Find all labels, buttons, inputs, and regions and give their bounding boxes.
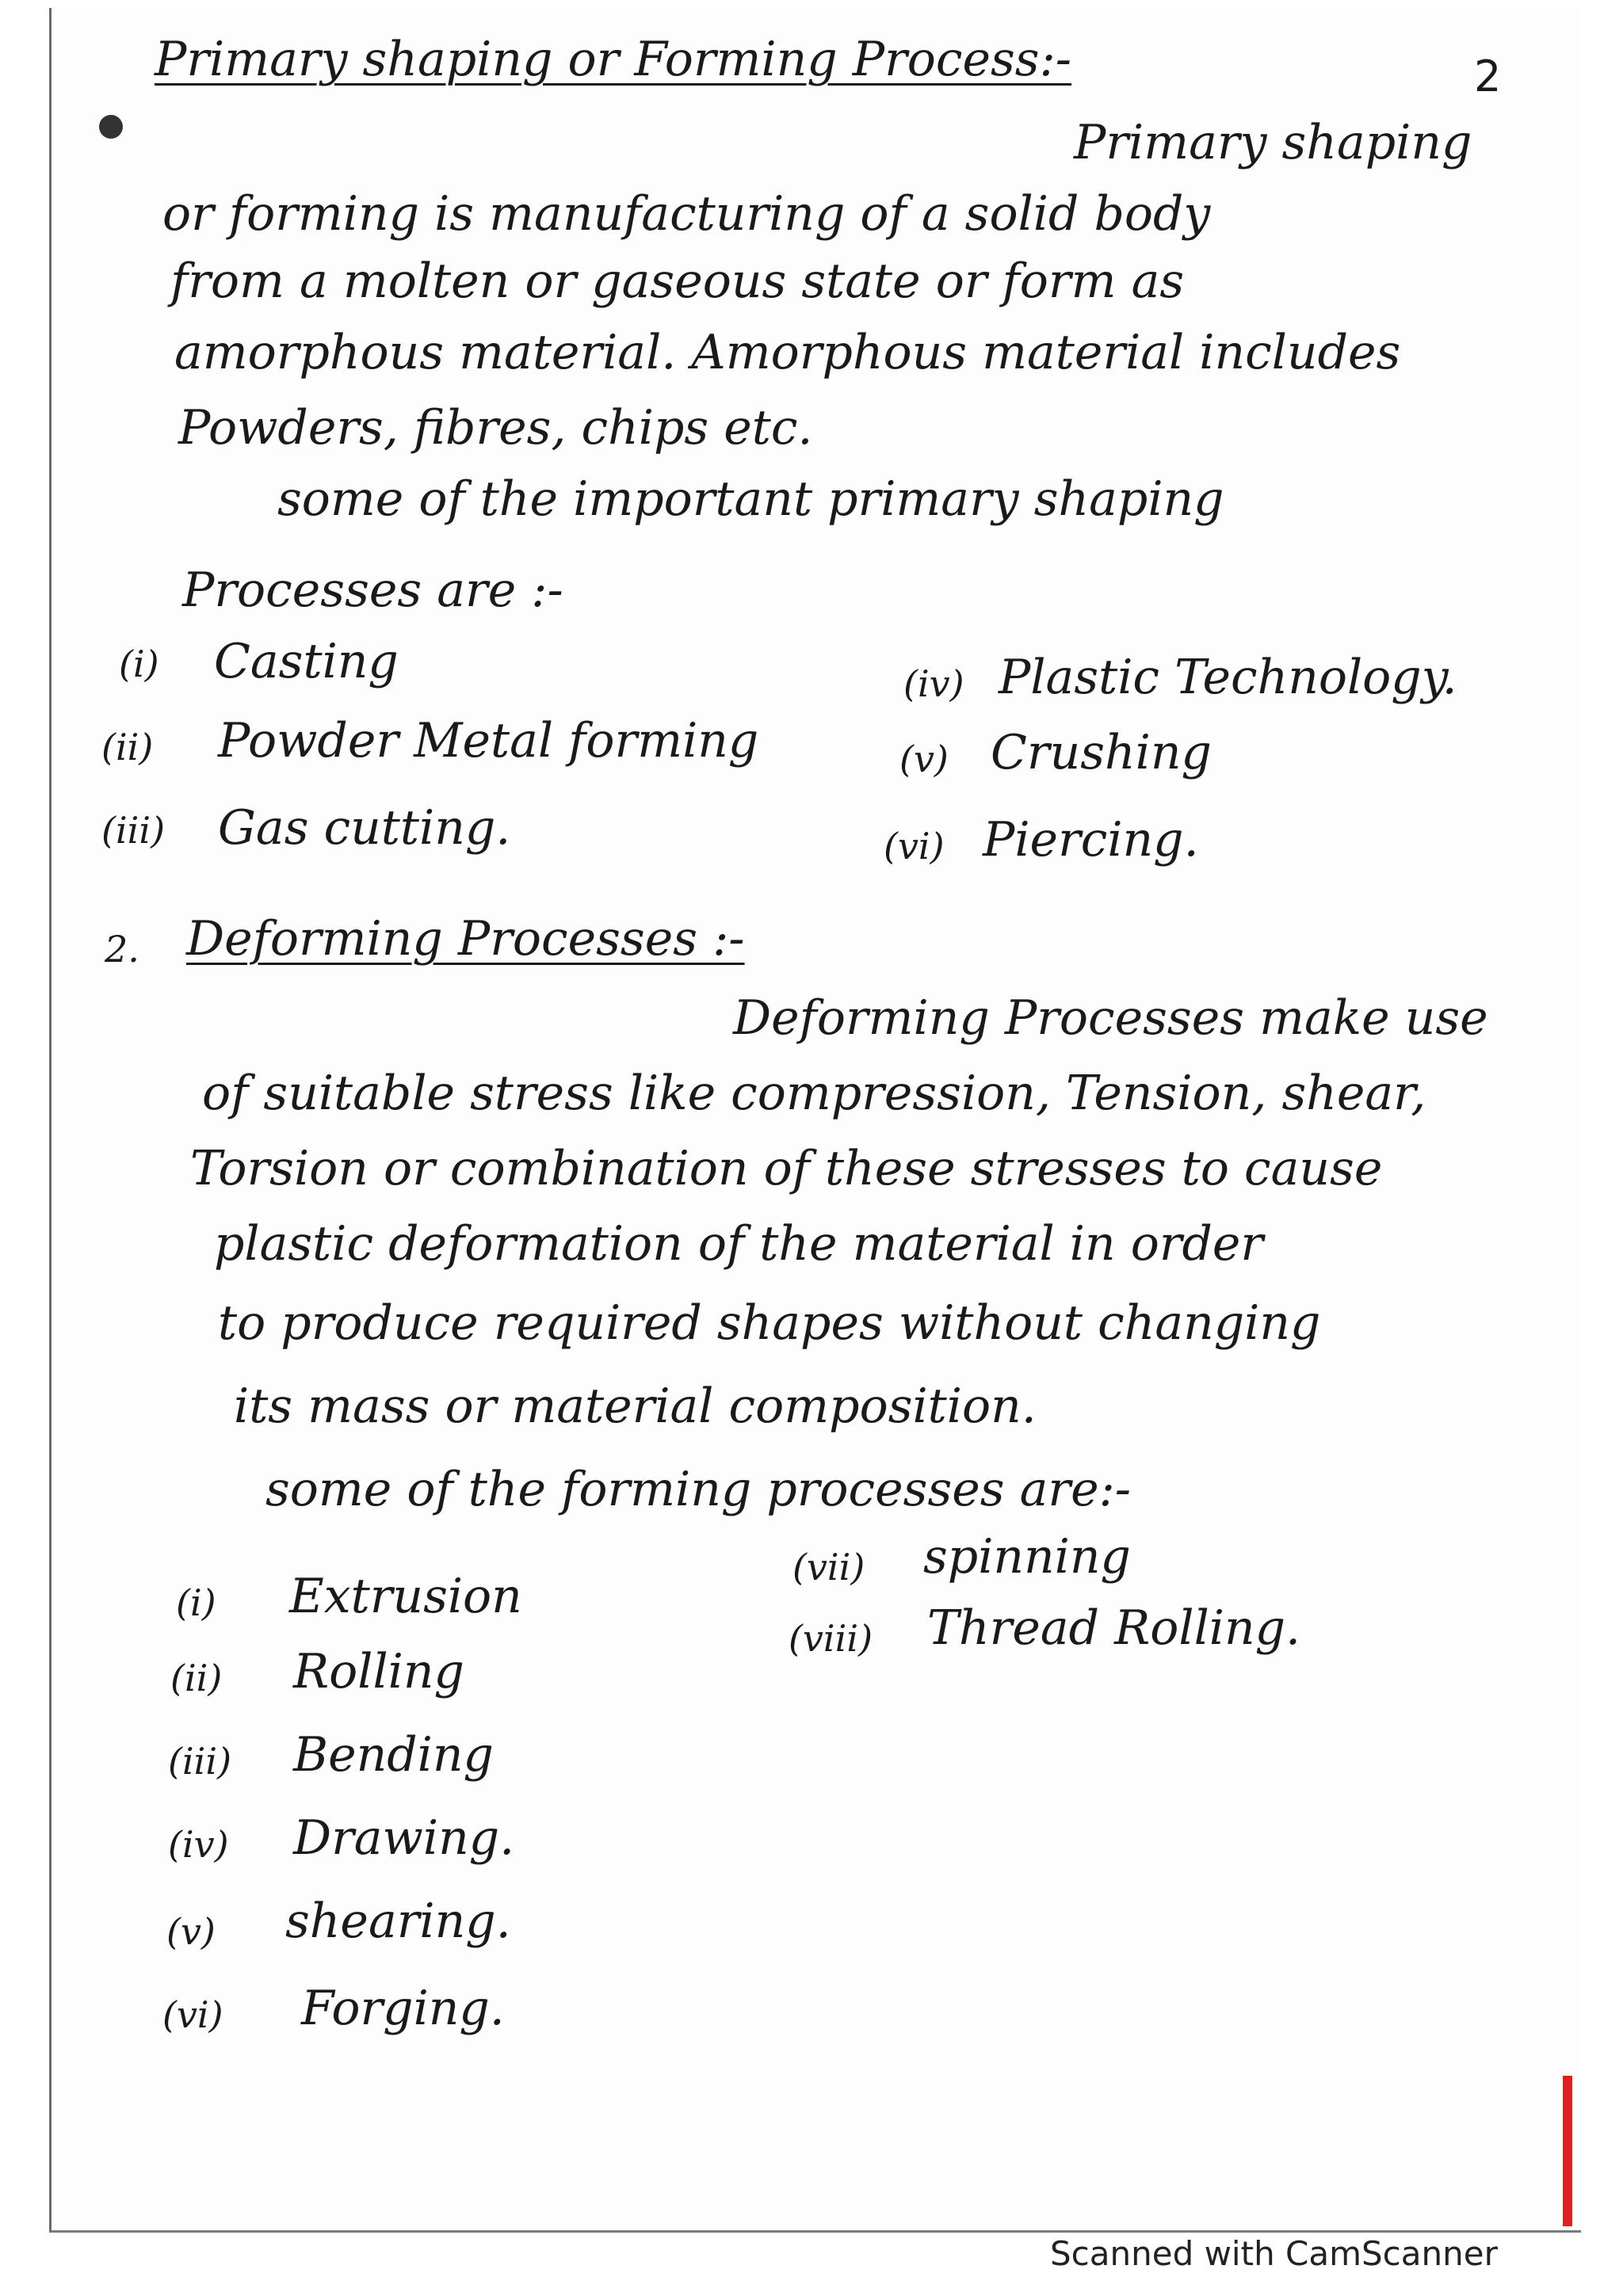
- ink-dot: [99, 115, 123, 139]
- list-number: (iv): [168, 1823, 229, 1866]
- list-number: (viii): [789, 1617, 873, 1660]
- list-item: shearing.: [285, 1894, 511, 1949]
- section2-heading: Deforming Processes :-: [186, 911, 745, 967]
- list-item: Rolling: [293, 1644, 464, 1699]
- list-item: Plastic Technology.: [999, 650, 1457, 705]
- list-item: Thread Rolling.: [927, 1600, 1301, 1656]
- list-number: (v): [166, 1910, 216, 1953]
- list-number: (iii): [101, 809, 166, 852]
- section1-line-7: Processes are :-: [182, 563, 563, 618]
- section2-line-3: Torsion or combination of these stresses to cause: [190, 1141, 1383, 1196]
- list-number: (vii): [792, 1546, 865, 1589]
- list-number: (vi): [884, 825, 945, 868]
- list-item: Gas cutting.: [218, 800, 511, 856]
- list-item: Powder Metal forming: [218, 713, 759, 769]
- list-number: (vi): [162, 1993, 223, 2036]
- section2-line-1: Deforming Processes make use: [733, 990, 1488, 1046]
- section1-line-5: Powders, fibres, chips etc.: [178, 400, 813, 456]
- section1-line-1: Primary shaping: [1074, 115, 1472, 170]
- section2-line-5: to produce required shapes without changing: [218, 1295, 1321, 1351]
- list-number: (i): [176, 1581, 216, 1624]
- list-number: (iv): [903, 662, 964, 705]
- list-number: (iii): [168, 1740, 232, 1783]
- list-item: Piercing.: [983, 812, 1199, 868]
- page-number: 2: [1474, 51, 1502, 101]
- list-item: Crushing: [991, 725, 1212, 780]
- section2-line-2: of suitable stress like compression, Tension, shear,: [202, 1066, 1426, 1121]
- page-edge-red-margin: [1563, 2076, 1572, 2226]
- section2-line-7: some of the forming processes are:-: [265, 1462, 1132, 1517]
- section2-line-6: its mass or material composition.: [234, 1379, 1037, 1434]
- list-item: Bending: [293, 1727, 494, 1783]
- section1-heading: Primary shaping or Forming Process:-: [155, 32, 1072, 87]
- section2-line-4: plastic deformation of the material in order: [214, 1216, 1264, 1272]
- section1-line-2: or forming is manufacturing of a solid body: [162, 186, 1211, 242]
- list-item: Extrusion: [289, 1569, 522, 1624]
- list-item: Forging.: [301, 1981, 505, 2036]
- list-item: spinning: [923, 1529, 1131, 1585]
- list-number: (ii): [170, 1657, 223, 1699]
- scanner-watermark: Scanned with CamScanner: [1050, 2234, 1498, 2273]
- list-number: (v): [899, 738, 949, 780]
- list-item: Casting: [214, 634, 399, 689]
- list-number: (i): [119, 643, 159, 685]
- section1-line-3: from a molten or gaseous state or form as: [170, 254, 1185, 309]
- section2-number: 2.: [105, 928, 139, 971]
- list-item: Drawing.: [293, 1810, 515, 1866]
- list-number: (ii): [101, 726, 154, 769]
- section1-line-6: some of the important primary shaping: [277, 471, 1224, 527]
- section1-line-4: amorphous material. Amorphous material includes: [174, 325, 1401, 380]
